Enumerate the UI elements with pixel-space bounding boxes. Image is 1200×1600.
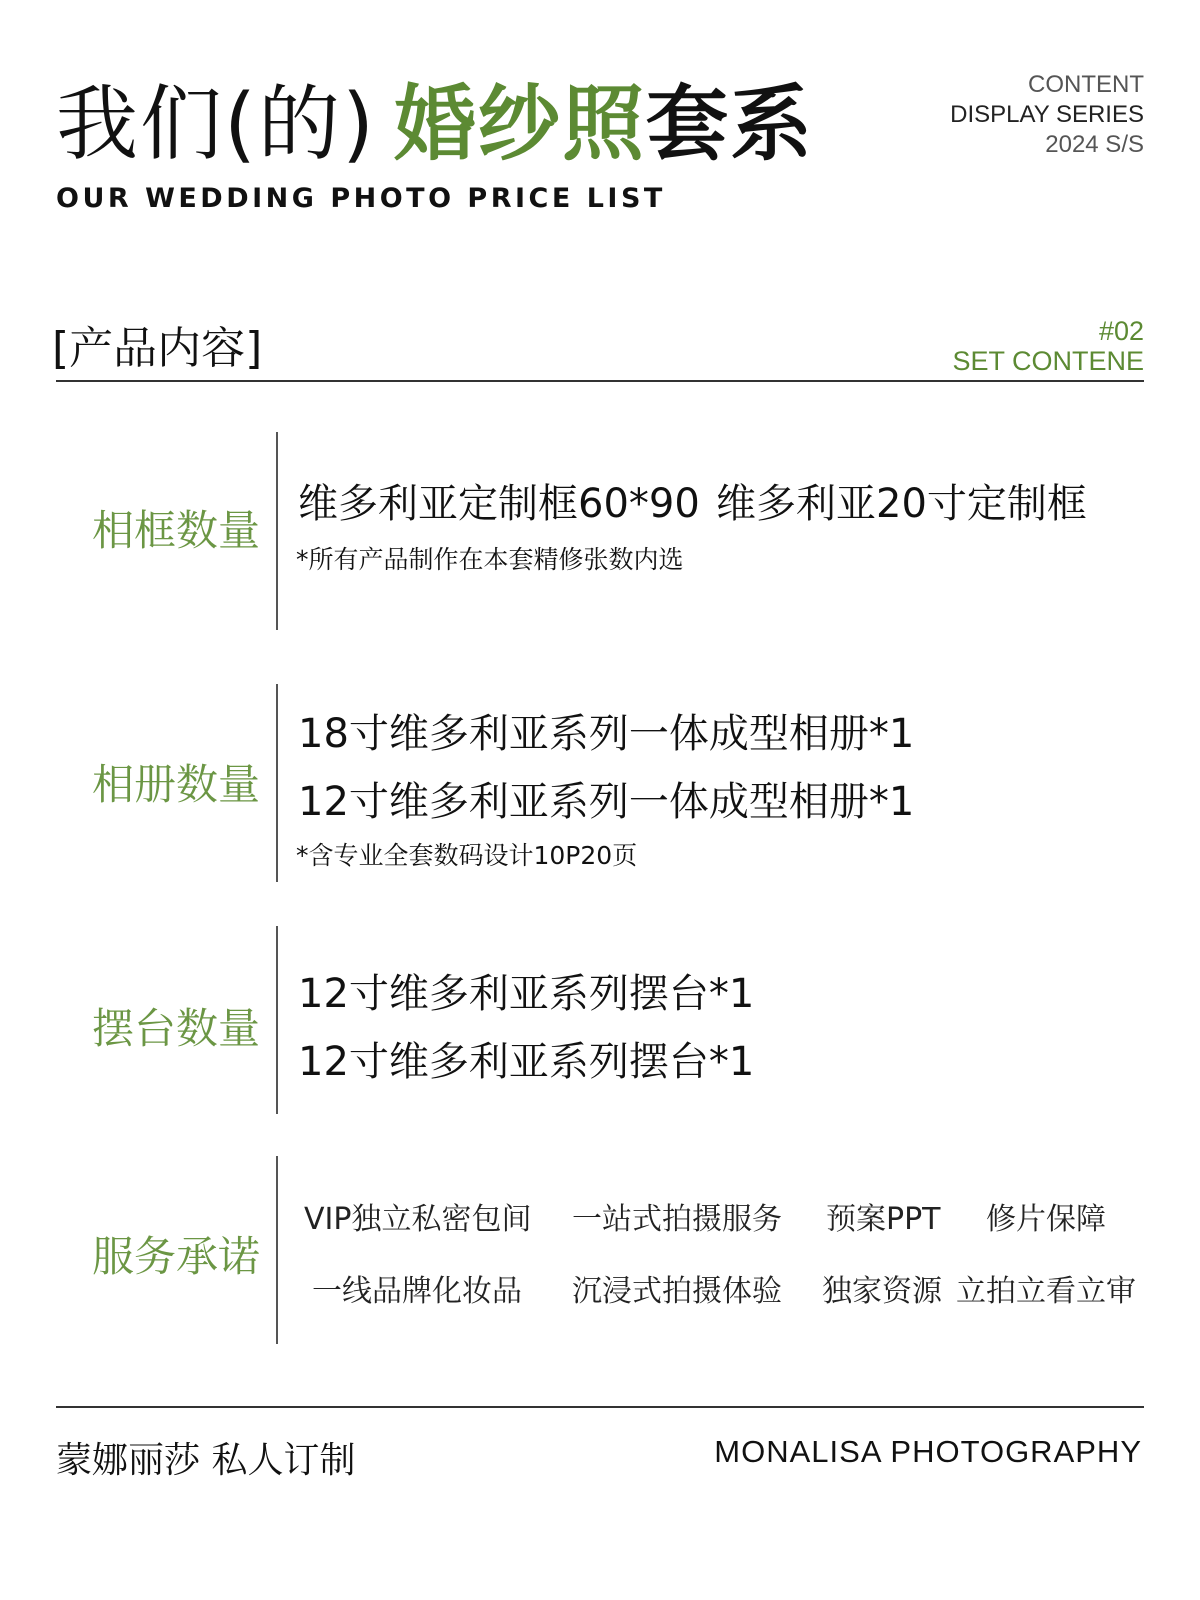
service-item: VIP独立私密包间 [304, 1202, 532, 1237]
services-divider [276, 1156, 278, 1344]
section-code-number: #02 [1098, 316, 1144, 346]
frames-item-2: 维多利亚20寸定制框 [716, 481, 1087, 527]
series-label [950, 70, 1144, 160]
service-item: 修片保障 [986, 1202, 1106, 1237]
services-label: 服务承诺 [91, 1232, 260, 1281]
footer-brand-cn: 蒙娜丽莎 私人订制 [56, 1440, 356, 1481]
series-line-1: CONTENT [1028, 71, 1144, 98]
series-line-3: 2024 S/S [1045, 131, 1144, 158]
service-item: 一站式拍摄服务 [572, 1202, 782, 1237]
title-prefix: 我们(的) [56, 76, 376, 172]
title-suffix: 套系 [646, 76, 815, 172]
stands-divider [276, 926, 278, 1114]
section-title: [产品内容] [52, 323, 263, 374]
title-highlight: 婚纱照 [393, 76, 646, 172]
albums-divider [276, 684, 278, 882]
service-item: 一线品牌化妆品 [312, 1274, 522, 1309]
service-item: 沉浸式拍摄体验 [572, 1274, 782, 1309]
frames-note: *所有产品制作在本套精修张数内选 [296, 545, 684, 574]
albums-item-1: 18寸维多利亚系列一体成型相册*1 [298, 711, 915, 757]
section-divider [56, 380, 1144, 382]
frames-item-1: 维多利亚定制框60*90 [298, 481, 700, 527]
footer-brand-en: MONALISA PHOTOGRAPHY [714, 1434, 1142, 1469]
section-code-label: SET CONTENE [952, 346, 1144, 376]
albums-note: *含专业全套数码设计10P20页 [296, 841, 638, 870]
stands-item-2: 12寸维多利亚系列摆台*1 [298, 1039, 755, 1085]
frames-label: 相框数量 [91, 506, 260, 555]
service-item: 独家资源 [822, 1274, 942, 1309]
series-line-2: DISPLAY SERIES [950, 101, 1144, 128]
albums-item-2: 12寸维多利亚系列一体成型相册*1 [298, 779, 915, 825]
albums-label: 相册数量 [91, 760, 260, 809]
service-item: 立拍立看立审 [956, 1274, 1136, 1309]
page-title [56, 62, 814, 172]
footer-divider [56, 1406, 1144, 1408]
section-code [952, 316, 1144, 376]
stands-item-1: 12寸维多利亚系列摆台*1 [298, 971, 755, 1017]
page-subtitle: OUR WEDDING PHOTO PRICE LIST [56, 183, 666, 214]
stands-label: 摆台数量 [91, 1004, 260, 1053]
service-item: 预案PPT [826, 1202, 941, 1237]
frames-divider [276, 432, 278, 630]
